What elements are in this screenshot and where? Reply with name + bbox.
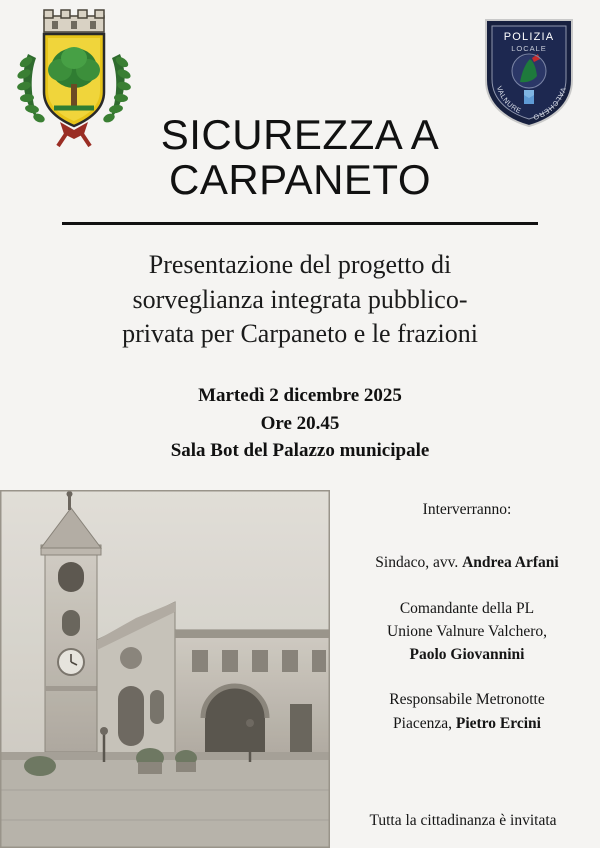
event-time: Ore 20.45 xyxy=(260,412,340,434)
speaker-1-name: Andrea Arfani xyxy=(462,554,559,572)
speaker-3-name: Pietro Ercini xyxy=(455,714,541,732)
speakers-list xyxy=(338,498,596,735)
subtitle xyxy=(50,248,550,352)
historic-church-square-photo xyxy=(0,490,330,848)
speaker-3-extra: Piacenza, xyxy=(393,714,456,732)
speaker-1-role: Sindaco, avv. xyxy=(375,554,463,572)
page-title xyxy=(0,112,600,203)
speaker-2-extra: Unione Valnure Valchero, xyxy=(387,622,547,640)
speakers-intro: Interverranno: xyxy=(422,501,512,518)
event-date: Martedì 2 dicembre 2025 xyxy=(198,385,402,406)
subtitle-line-3: privata per Carpaneto e le frazioni xyxy=(122,319,478,349)
closing-invitation: Tutta la cittadinanza è invitata xyxy=(369,812,557,829)
svg-text:POLIZIA: POLIZIA xyxy=(503,31,555,43)
speaker-3-role: Responsabile Metronotte xyxy=(389,691,545,709)
speaker-3 xyxy=(338,688,596,735)
title-line-1: SICUREZZA A xyxy=(160,111,440,158)
event-venue: Sala Bot del Palazzo municipale xyxy=(170,440,430,462)
svg-text:LOCALE: LOCALE xyxy=(511,44,547,53)
title-line-2: CARPANETO xyxy=(169,156,431,204)
subtitle-line-2: sorveglianza integrata pubblico- xyxy=(132,284,468,314)
event-details xyxy=(50,382,550,465)
subtitle-line-1: Presentazione del progetto di xyxy=(148,250,452,279)
svg-text:VALCHERO: VALCHERO xyxy=(531,86,567,121)
speaker-2 xyxy=(338,597,596,667)
speaker-2-name: Paolo Giovannini xyxy=(409,646,525,663)
speaker-2-role: Comandante della PL xyxy=(399,599,535,617)
svg-text:VALNURE: VALNURE xyxy=(494,85,523,116)
speaker-1 xyxy=(338,551,596,574)
title-divider xyxy=(62,222,538,225)
